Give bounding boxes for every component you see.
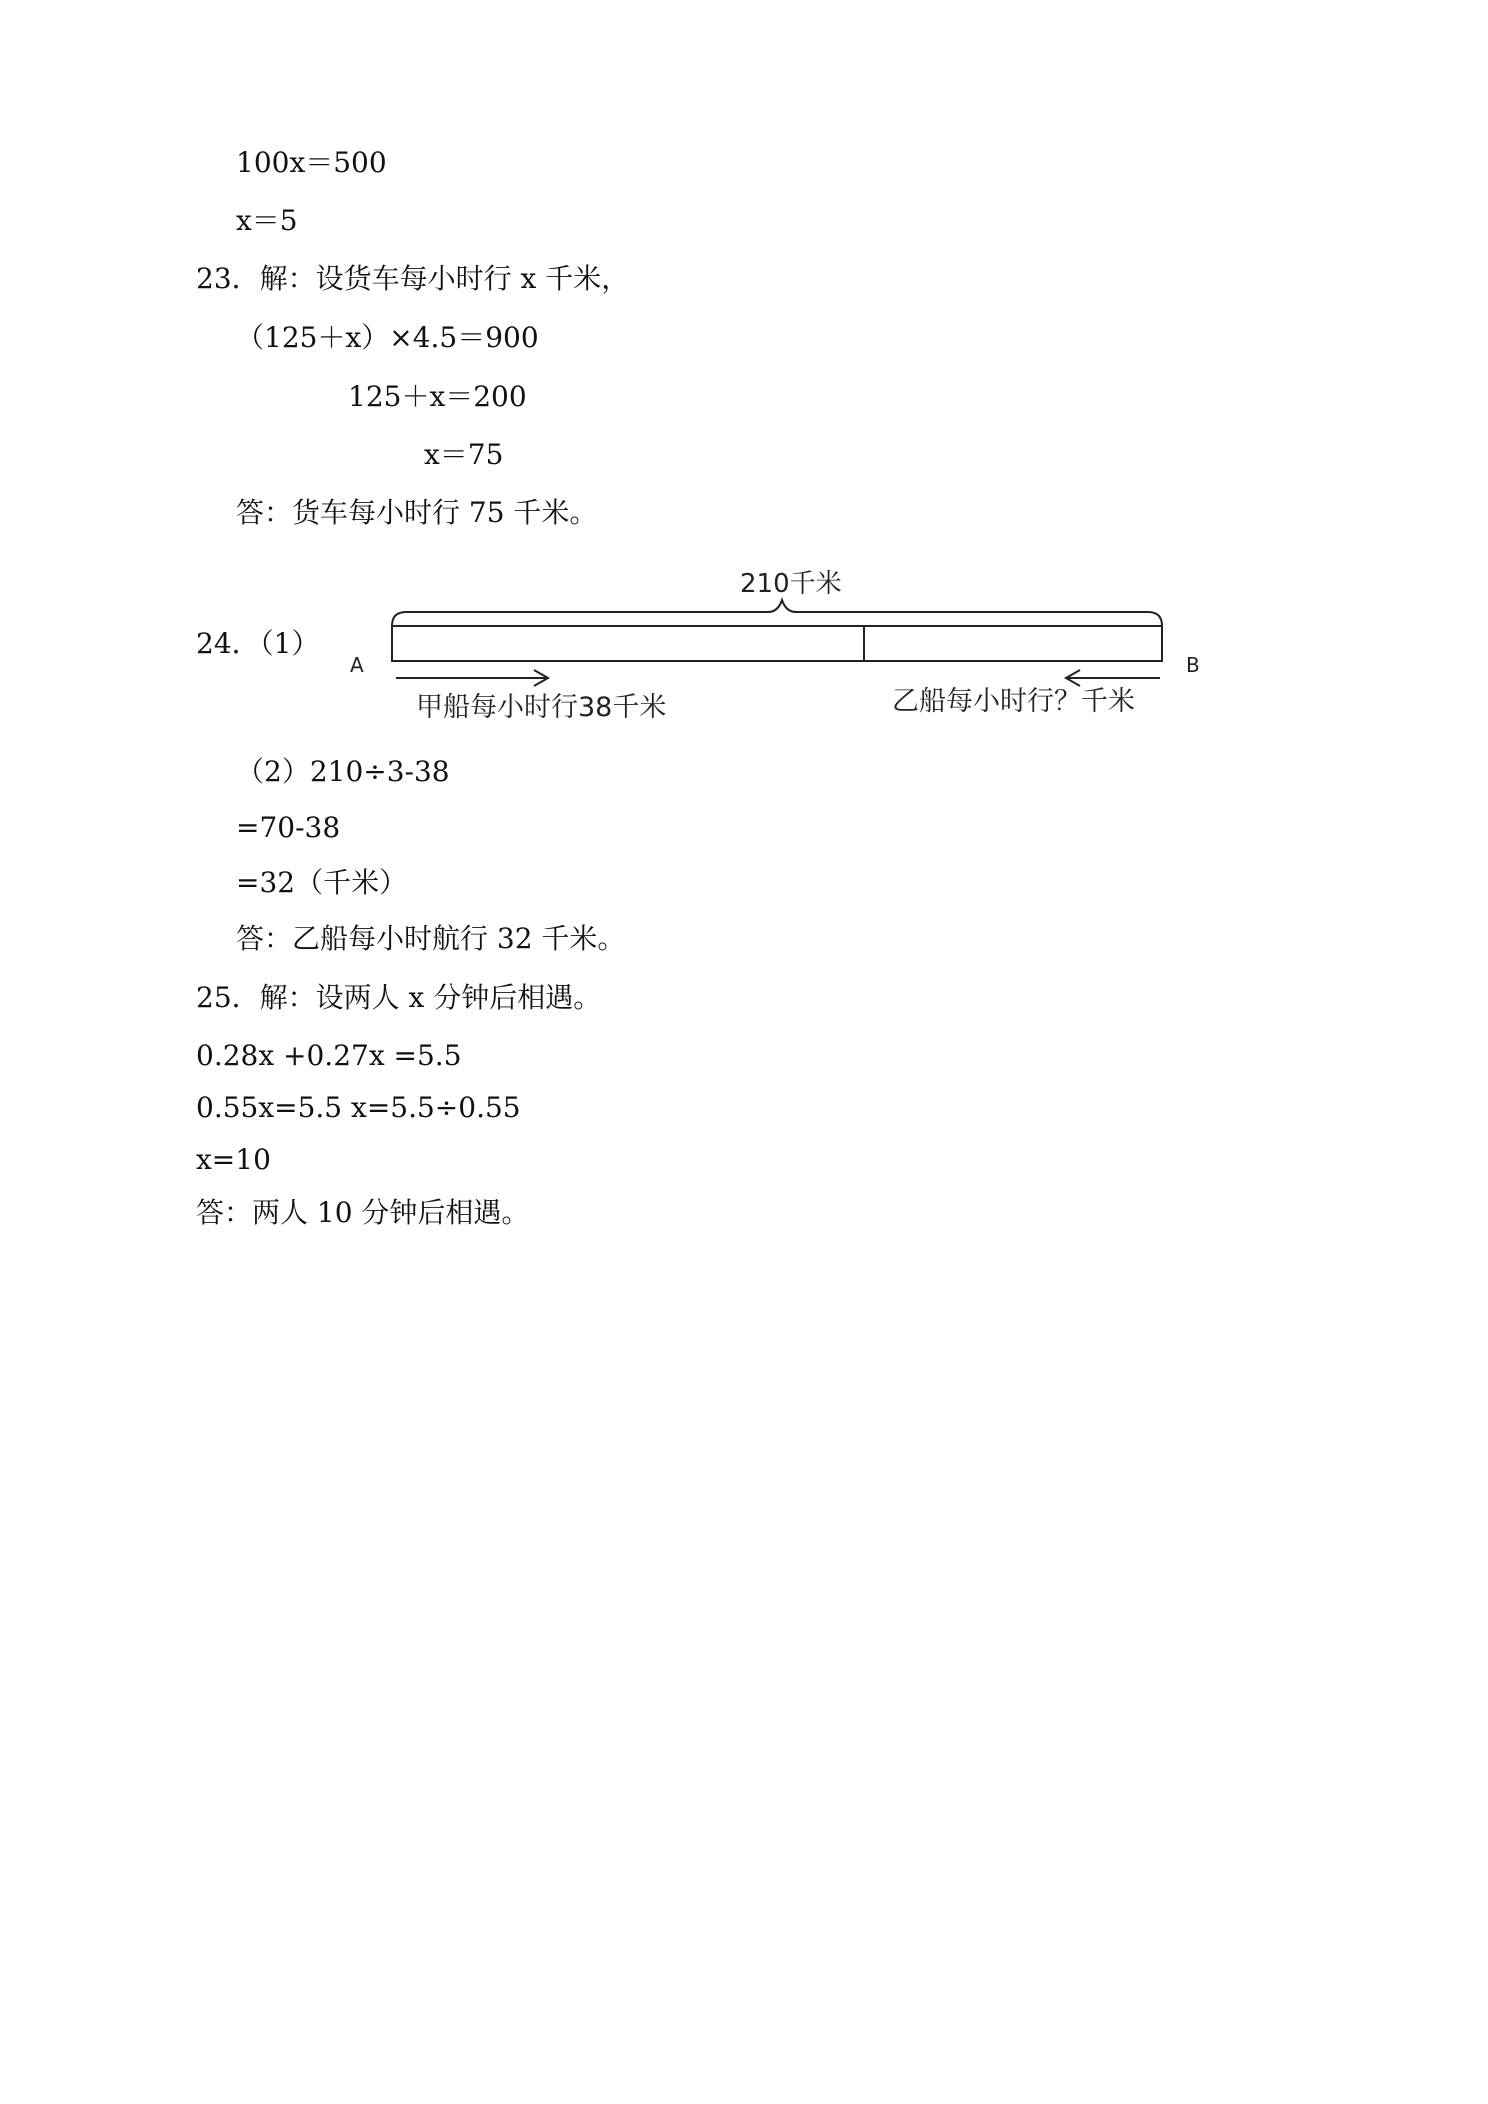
q25-equation-2: 0.55x=5.5 x=5.5÷0.55: [196, 1091, 521, 1124]
boat-b-speed-label: 乙船每小时行？千米: [892, 686, 1135, 717]
q25-heading: 25．解：设两人 x 分钟后相遇。: [196, 981, 602, 1014]
q23-answer: 答：货车每小时行 75 千米。: [236, 496, 598, 529]
q24-number: 24．（1）: [196, 627, 320, 660]
distance-bar: [392, 626, 1162, 661]
q24-answer: 答：乙船每小时航行 32 千米。: [236, 922, 626, 955]
q25-answer: 答：两人 10 分钟后相遇。: [196, 1196, 530, 1229]
boat-a-speed-label: 甲船每小时行38千米: [416, 692, 667, 720]
q23-equation-2: 125＋x＝200: [348, 380, 527, 413]
total-distance-label: 210千米: [740, 569, 842, 599]
q25-equation-3: x=10: [196, 1143, 271, 1176]
q22-equation-1: 100x＝500: [236, 146, 387, 179]
q23-equation-3: x＝75: [424, 438, 504, 471]
q25-equation-1: 0.28x +0.27x =5.5: [196, 1039, 462, 1072]
line-segment-diagram: [0, 560, 1488, 720]
q24-part2-equation-1: （2）210÷3-38: [236, 755, 450, 788]
q24-part2-equation-2: =70-38: [236, 811, 341, 844]
q23-equation-1: （125＋x）×4.5＝900: [236, 321, 539, 354]
q23-heading: 23．解：设货车每小时行 x 千米，: [196, 262, 630, 295]
point-a-label: A: [350, 653, 364, 677]
q22-equation-2: x＝5: [236, 204, 298, 237]
distance-brace: [392, 600, 1162, 626]
point-b-label: B: [1186, 653, 1200, 677]
q24-part2-equation-3: =32（千米）: [236, 866, 408, 899]
